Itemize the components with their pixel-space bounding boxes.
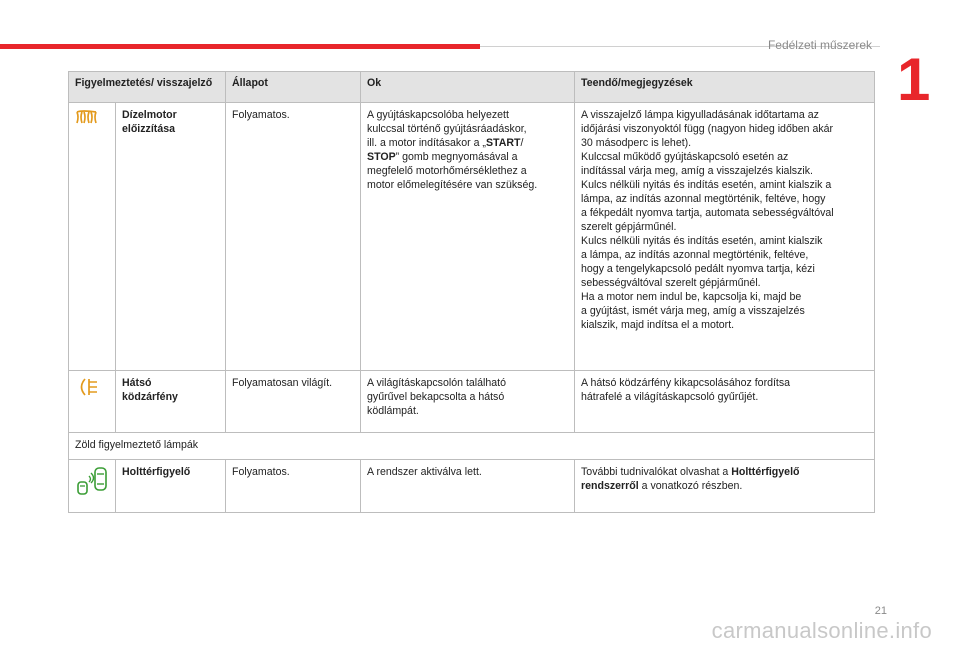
header-action: Teendő/megjegyzések bbox=[575, 72, 875, 103]
lamp-action: A hátsó ködzárfény kikapcsolásához fordítsa hátrafelé a világításkapcsoló gyűrűjét. bbox=[575, 371, 875, 433]
section-title: Fedélzeti műszerek bbox=[767, 38, 872, 52]
rear-fog-lamp-icon bbox=[75, 377, 99, 397]
header-state: Állapot bbox=[226, 72, 361, 103]
lamp-name: Hátsó ködzárfény bbox=[116, 371, 226, 433]
chapter-number: 1 bbox=[897, 46, 931, 113]
header-warning: Figyelmeztetés/ visszajelző bbox=[69, 72, 226, 103]
watermark: carmanualsonline.info bbox=[711, 618, 932, 643]
lamp-state: Folyamatos. bbox=[226, 459, 361, 512]
warning-lamps-table bbox=[68, 71, 875, 513]
table-header-row bbox=[69, 72, 875, 103]
lamp-cause: A világításkapcsolón található gyűrűvel bekapcsolta a hátsó ködlámpát. bbox=[361, 371, 575, 433]
group-row bbox=[69, 433, 875, 460]
lamp-action: A visszajelző lámpa kigyulladásának időtartama az időjárási viszonyoktól függ (nagyon hideg időben akár 30 másodperc is lehet). Kulccsal működő gyújtáskapcsoló esetén az indítással várja meg, amíg a visszajelzés kialszik. Kulcs nélküli nyitás és indítás esetén, amint kialszik a lámpa, az indítás azonnal megtörténik, feltéve, hogy a fékpedált nyomva tartja, automata sebességváltóval szerelt gépjárműnél. Kulcs nélküli nyitás és indítás esetén, amint kialszik a lámpa, az indítás azonnal megtörténik, feltéve, hogy a tengelykapcsoló pedált nyomva tartja, kézi sebességváltóval szerelt gépjárműnél. Ha a motor nem indul be, kapcsolja ki, majd be a gyújtást, ismét várja meg, amíg a visszajelzés kialszik, majd indítsa el a motort. bbox=[575, 103, 875, 371]
icon-cell bbox=[69, 371, 116, 433]
icon-cell bbox=[69, 103, 116, 371]
glow-plug-icon bbox=[75, 109, 101, 127]
lamp-cause: A gyújtáskapcsolóba helyezett kulccsal történő gyújtásráadáskor, ill. a motor indításakor a „START/ STOP” gomb megnyomásával a megfelelő motorhőmérséklethez a motor előmelegítésére van szükség. bbox=[361, 103, 575, 371]
lamp-name: Dízelmotor előizzítása bbox=[116, 103, 226, 371]
header-accent-bar bbox=[0, 44, 480, 49]
blind-spot-monitoring-icon bbox=[75, 466, 109, 496]
lamp-cause: A rendszer aktiválva lett. bbox=[361, 459, 575, 512]
group-label: Zöld figyelmeztető lámpák bbox=[69, 433, 875, 460]
lamp-name: Holttérfigyelő bbox=[116, 459, 226, 512]
header-cause: Ok bbox=[361, 72, 575, 103]
table-row bbox=[69, 459, 875, 512]
lamp-state: Folyamatosan világít. bbox=[226, 371, 361, 433]
table-row bbox=[69, 371, 875, 433]
lamp-action: További tudnivalókat olvashat a Holttérfigyelő rendszerről a vonatkozó részben. bbox=[575, 459, 875, 512]
lamp-state: Folyamatos. bbox=[226, 103, 361, 371]
page-number: 21 bbox=[874, 605, 887, 617]
table-row bbox=[69, 103, 875, 371]
icon-cell bbox=[69, 459, 116, 512]
